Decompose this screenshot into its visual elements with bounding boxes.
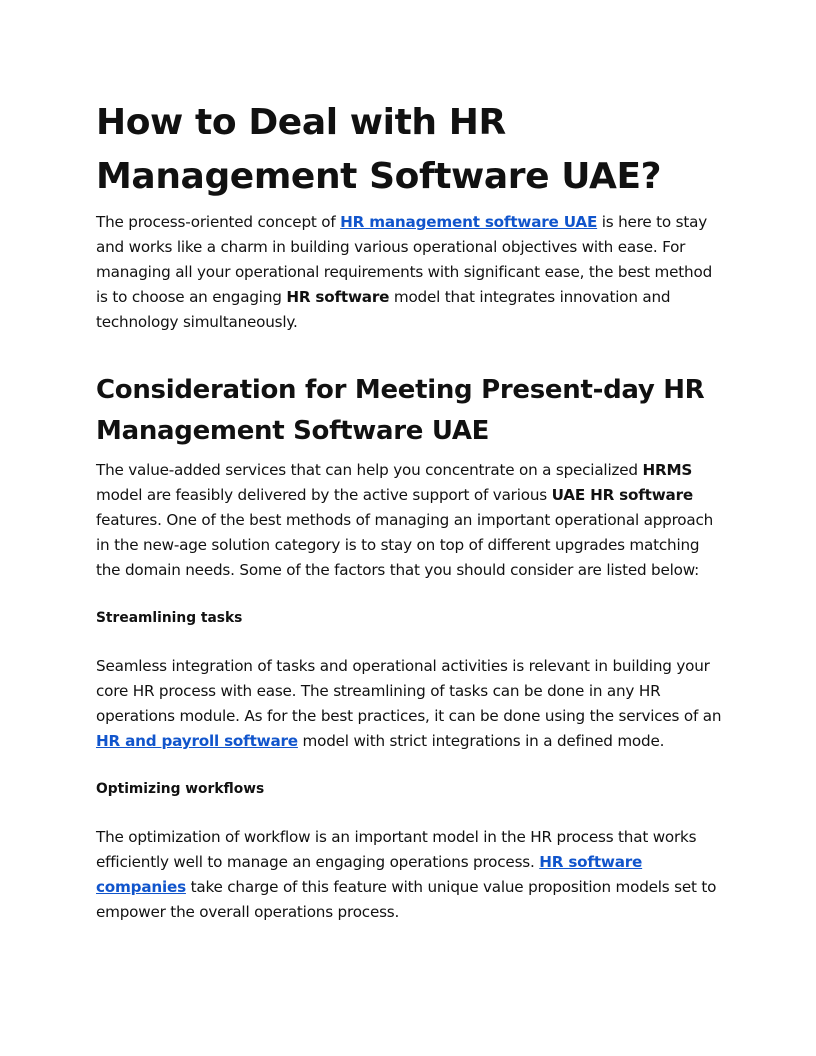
section-text-2: model are feasibly delivered by the active support of various <box>96 486 552 504</box>
page-title: How to Deal with HR Management Software UAE? <box>96 102 662 197</box>
subsection-heading-optimizing: Optimizing workflows <box>96 781 265 797</box>
optimizing-paragraph <box>96 825 724 925</box>
hr-software-companies-link[interactable]: HR software companies <box>96 853 643 896</box>
optimizing-text-1: The optimization of workflow is an important model in the HR process that works efficiently well to manage an engaging operations process. <box>96 828 697 871</box>
section-heading: Consideration for Meeting Present-day HR Management Software UAE <box>96 375 705 446</box>
section-text-3: features. One of the best methods of managing an important operational approach in the new-age solution category is to stay on top of different upgrades matching the domain needs. Some of the factors that you should consider are listed below: <box>96 511 714 579</box>
intro-bold-hr-software: HR software <box>286 288 390 306</box>
streamlining-text-1: Seamless integration of tasks and operational activities is relevant in building your core HR process with ease. The streamlining of tasks can be done in any HR operations module. As for the best practices, it can be done using the services of an <box>96 657 722 725</box>
intro-text-1: The process-oriented concept of <box>96 213 341 231</box>
section-text-1: The value-added services that can help you concentrate on a specialized <box>96 461 643 479</box>
intro-text-2: is here to stay and works like a charm in building various operational objectives with ease. For managing all your operational requirements with significant ease, the best method is to choose an engaging <box>96 213 713 306</box>
streamlining-text-2: model with strict integrations in a defined mode. <box>297 732 665 750</box>
hr-and-payroll-software-link[interactable]: HR and payroll software <box>96 732 298 750</box>
subsection-heading-streamlining: Streamlining tasks <box>96 610 243 626</box>
section-paragraph <box>96 458 724 583</box>
hr-management-software-uae-link[interactable]: HR management software UAE <box>340 213 598 231</box>
section-bold-uae-hr-software: UAE HR software <box>551 486 693 504</box>
section-bold-hrms: HRMS <box>642 461 693 479</box>
intro-paragraph <box>96 210 724 335</box>
streamlining-paragraph <box>96 654 724 754</box>
intro-text-3: model that integrates innovation and technology simultaneously. <box>96 288 671 331</box>
article <box>96 96 724 925</box>
optimizing-text-2: take charge of this feature with unique value proposition models set to empower the overall operations process. <box>96 878 717 921</box>
